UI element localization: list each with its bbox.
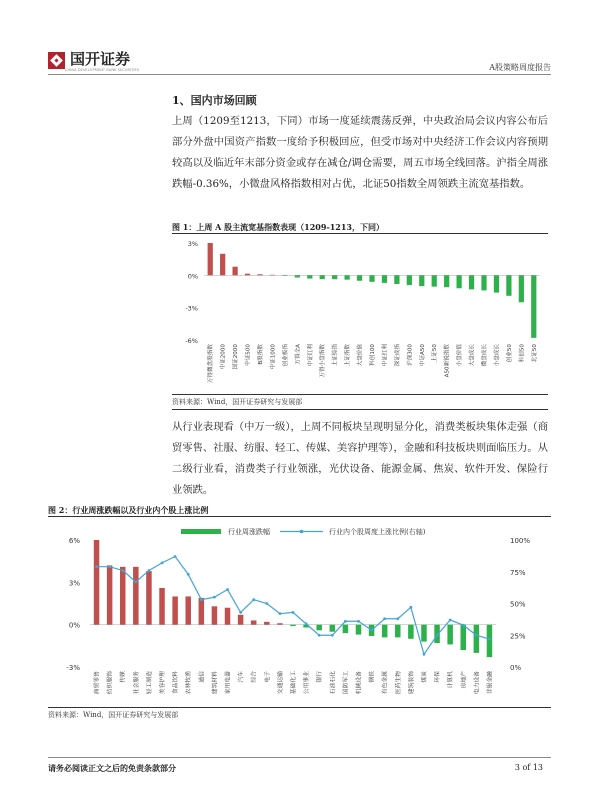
figure2-title: 图 2：行业周涨跌幅以及行业内个股上涨比例 [48, 505, 209, 515]
figure1-source-rule [172, 409, 548, 410]
ratio-point [134, 581, 137, 584]
x-tick-label: 中证1000 [270, 344, 277, 370]
x-tick-label: 商贸零售 [94, 671, 101, 695]
bar [225, 608, 231, 625]
x-tick-label: 科创50 [519, 344, 526, 363]
x-tick-label: 公用事业 [304, 671, 311, 695]
x-tick-label: 沪深300 [407, 344, 414, 366]
x-tick-label: 汽车 [238, 671, 245, 683]
y-right-tick-label: 50% [510, 600, 526, 609]
bar [159, 588, 165, 625]
y-tick-label: 0% [187, 272, 198, 281]
bar [531, 275, 536, 338]
ratio-point [108, 565, 111, 568]
bar [238, 615, 244, 625]
x-tick-label: 中证红利 [382, 344, 389, 367]
x-tick-label: 万得全A [295, 344, 302, 365]
bar [419, 275, 424, 286]
paragraph-industry-review: 从行业表现看（中万一级），上周不同板块呈现明显分化，消费类板块集体走强（商贸零售、社服、纺服、轻工、传媒、美容护理等），金融和科技板块则面临压力。从二级行业看，消费类子行业领涨，光伏设备、能源金属、焦炭、软件开发、保险行业领跌。 [172, 421, 548, 496]
bar [330, 625, 336, 632]
bar [519, 275, 524, 302]
y-left-tick-label: 0% [68, 621, 80, 630]
y-right-tick-label: 0% [510, 664, 522, 672]
bar [344, 275, 349, 279]
x-tick-label: 传媒 [120, 671, 127, 683]
logo-mark-icon [48, 52, 65, 69]
bar [277, 623, 283, 624]
bar [94, 540, 100, 625]
bar [290, 625, 296, 626]
ratio-point [265, 602, 268, 605]
x-tick-label: 中证500 [245, 344, 252, 366]
x-tick-label: 农林牧渔 [186, 671, 193, 695]
ratio-point [213, 596, 216, 599]
bar [369, 275, 374, 281]
y-left-tick-label: -3% [66, 664, 80, 672]
ratio-point [396, 617, 399, 620]
x-tick-label: 纺织服饰 [107, 671, 114, 695]
x-tick-label: 中证A50 [419, 344, 426, 367]
ratio-point [279, 612, 282, 615]
bar [447, 625, 453, 645]
figure1-bar-chart [172, 234, 548, 394]
ratio-point [148, 569, 151, 572]
y-left-tick-label: 3% [68, 579, 80, 588]
bar [282, 275, 287, 276]
bar [257, 274, 262, 275]
bar [343, 625, 349, 633]
x-tick-label: 食品饮料 [173, 671, 180, 695]
bar [444, 275, 449, 287]
company-logo [48, 52, 139, 72]
figure1-title: 图 1：上周 A 股主流宽基指数表现（1209-1213，下同） [172, 222, 384, 232]
x-tick-label: 钢铁 [369, 671, 376, 683]
y-tick-label: -6% [185, 337, 198, 345]
ratio-point [226, 588, 229, 591]
x-tick-label: 轻工制造 [146, 671, 153, 695]
ratio-line [97, 557, 490, 655]
bar [146, 571, 152, 625]
x-tick-label: 交通运输 [277, 671, 284, 695]
figure2-source: 资料来源：Wind，国开证券研究与发展部 [48, 711, 179, 719]
bar [270, 275, 275, 276]
ratio-point [239, 611, 242, 614]
x-tick-label: 上证综指 [332, 344, 339, 367]
x-tick-label: 中证红利 [307, 344, 314, 367]
ratio-point [462, 624, 465, 627]
x-tick-label: 万得小盘指数 [320, 344, 327, 378]
bar [120, 567, 126, 625]
bar [357, 275, 362, 280]
bar [481, 275, 486, 290]
ratio-point [409, 606, 412, 609]
section-title: 1、国内市场回顾 [172, 94, 257, 107]
y-right-tick-label: 100% [510, 537, 531, 545]
x-tick-label: 创业板指 [282, 344, 289, 367]
bar [469, 275, 474, 289]
bar [394, 275, 399, 284]
ratio-point [200, 598, 203, 601]
bar [264, 622, 270, 625]
legend-bar-label: 行业周涨跌幅 [228, 528, 270, 536]
x-tick-label: 银行 [317, 671, 324, 683]
bar [212, 606, 218, 624]
x-tick-label: 上证50 [432, 344, 439, 363]
y-right-tick-label: 25% [510, 632, 526, 641]
x-tick-label: 创业50 [506, 344, 513, 363]
figure2-combo-chart [48, 517, 551, 707]
x-tick-label: 社会服务 [133, 671, 140, 695]
figure1-bottom-rule [172, 394, 548, 395]
ratio-point [475, 634, 478, 637]
legend-bar-swatch [181, 529, 221, 534]
bar [432, 275, 437, 286]
x-tick-label: 环保 [435, 671, 442, 683]
y-tick-label: 3% [187, 240, 198, 248]
ratio-point [331, 634, 334, 637]
bar [356, 625, 362, 635]
x-tick-label: 煤炭 [421, 671, 428, 683]
x-tick-label: 建筑材料 [212, 671, 219, 695]
x-tick-label: B股指数 [258, 344, 264, 365]
bar [320, 275, 325, 279]
x-tick-label: 国证2000 [233, 344, 240, 370]
bar [232, 267, 237, 276]
x-tick-label: 基础化工 [291, 671, 297, 695]
bar [506, 275, 511, 295]
legend-line-marker [300, 530, 304, 534]
x-tick-label: A50新锐指数 [444, 344, 451, 378]
bar [107, 565, 113, 624]
figure1-source: 资料来源：Wind，国开证券研究与发展部 [172, 398, 303, 406]
ratio-point [423, 653, 426, 656]
ratio-point [449, 619, 452, 622]
x-tick-label: 小盘价值 [457, 344, 464, 367]
x-tick-label: 北证50 [531, 344, 538, 363]
x-tick-label: 大盘价值 [357, 344, 364, 367]
bar [208, 243, 213, 275]
x-tick-label: 建筑装饰 [408, 671, 415, 695]
x-tick-label: 美容护理 [160, 671, 167, 695]
bar [474, 625, 480, 653]
bar [133, 567, 139, 625]
page-number: 3 of 13 [514, 763, 543, 772]
x-tick-label: 深证成指 [394, 344, 401, 367]
bar [494, 275, 499, 292]
x-tick-label: 家用电器 [225, 671, 232, 695]
ratio-point [161, 561, 164, 564]
ratio-point [436, 634, 439, 637]
ratio-point [252, 598, 255, 601]
ratio-point [292, 611, 295, 614]
y-tick-label: -3% [185, 304, 198, 313]
ratio-point [187, 573, 190, 576]
bar [220, 254, 225, 276]
footer-divider [48, 757, 551, 758]
legend-line-label: 行业内个股周度上涨比例(右轴) [329, 528, 426, 536]
bar [408, 625, 414, 639]
header-divider [48, 74, 551, 75]
x-tick-label: 非银金融 [487, 671, 494, 695]
bar [407, 275, 412, 285]
bar [461, 625, 467, 650]
ratio-point [95, 565, 98, 568]
x-tick-label: 医药生物 [395, 671, 402, 695]
bar [251, 620, 257, 624]
x-tick-label: 国防军工 [343, 671, 350, 695]
x-tick-label: 大盘成长 [469, 344, 476, 367]
x-tick-label: 通信 [199, 671, 206, 683]
x-tick-label: 房地产 [461, 671, 468, 689]
x-tick-label: 电子 [264, 671, 271, 683]
logo-name: 国开证券 [70, 50, 131, 68]
ratio-point [370, 629, 373, 632]
bar [185, 596, 191, 624]
x-tick-label: 万得微盘股指数 [208, 344, 215, 384]
bar [295, 275, 300, 277]
x-tick-label: 上证指数 [345, 344, 352, 367]
y-right-tick-label: 75% [510, 568, 526, 577]
x-tick-label: 综合 [251, 671, 258, 683]
bar [316, 625, 322, 631]
x-tick-label: 中证2000 [220, 344, 227, 370]
x-tick-label: 机械设备 [356, 671, 363, 695]
bar [487, 625, 493, 657]
bar [382, 625, 388, 638]
bar [395, 625, 401, 638]
ratio-point [174, 555, 177, 558]
x-tick-label: 电力设备 [474, 671, 481, 695]
bar [199, 598, 205, 625]
logo-subtitle: CHINA DEVELOPMENT BANK SECURITIES [65, 68, 140, 72]
x-tick-label: 微盘成长 [482, 344, 488, 367]
report-type: A股策略周度报告 [489, 63, 551, 72]
figure2-bottom-rule [48, 707, 551, 708]
x-tick-label: 有色金属 [382, 671, 389, 695]
y-left-tick-label: 6% [68, 537, 80, 545]
bar [172, 596, 178, 624]
bar [245, 274, 250, 276]
x-tick-label: 计算机 [448, 671, 455, 689]
bar [307, 275, 312, 278]
ratio-point [121, 569, 124, 572]
x-tick-label: 石油石化 [330, 671, 337, 695]
ratio-point [318, 634, 321, 637]
ratio-point [357, 620, 360, 623]
footer-disclaimer: 请务必阅读正文之后的免责条款部分 [48, 763, 176, 773]
x-tick-label: 小盘成长 [494, 344, 501, 367]
bar [421, 625, 427, 642]
ratio-point [383, 617, 386, 620]
ratio-point [488, 638, 491, 641]
ratio-point [344, 620, 347, 623]
x-tick-label: 科创100 [370, 344, 376, 366]
bar [456, 275, 461, 288]
bar [382, 275, 387, 283]
paragraph-market-review: 上周（1209至1213，下同）市场一度延续震荡反弹，中央政治局会议内容公布后部分外盘中国资产指数一度给予积极回应，但受市场对中央经济工作会议内容预期较高以及临近年末部分资金或存在减仓/调仓需要，周五市场全线回落。沪指全周涨跌幅-0.36%，小微盘风格指数相对占优，北证50指数全周领跌主流宽基指数。 [172, 115, 548, 190]
bar [332, 275, 337, 279]
ratio-point [305, 622, 308, 625]
